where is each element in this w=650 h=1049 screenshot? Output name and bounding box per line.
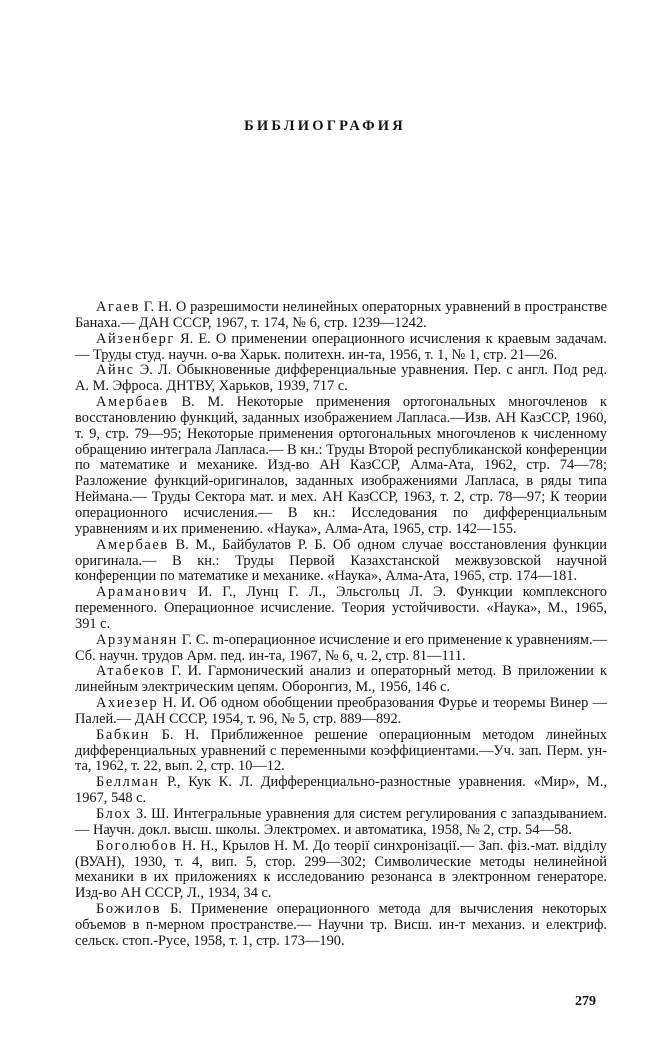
- entry-text: Н. Н., Крылов Н. М. До теорії синхронізації.— Зап. фіз.-мат. відділу (ВУАН), 1930, т. 4, вип. 5, стор. 299—302; Символические методы нелинейной механики в их приложениях к исследованию резонанса в электронном генераторе. Изд-во АН СССР, Л., 1934, 34 с.: [75, 837, 607, 902]
- bibliography-entry: [75, 728, 607, 776]
- bibliography-entry: [75, 585, 607, 633]
- entry-text: Б. Применение операционного метода для вычисления некоторых объемов в n-мерном пространстве.— Научни тр. Висш. ин-т механиз. и електриф. сельск. стоп.-Русе, 1958, т. 1, стр. 173—190.: [75, 901, 607, 949]
- entry-author: Божилов: [96, 901, 162, 918]
- entry-text: Г. И. Гармонический анализ и операторный метод. В приложении к линейным электрическим цепям. Оборонгиз, М., 1956, 146 с.: [75, 663, 607, 696]
- bibliography-entry: [75, 538, 607, 586]
- page-number: 279: [575, 994, 596, 1009]
- entry-author: Агаев: [96, 299, 140, 315]
- entry-author: Араманович: [96, 584, 189, 601]
- entry-text: Г. С. m-операционное исчисление и его применение к уравнениям.— Сб. научн. трудов Арм. пед. ин-та, 1967, № 6, ч. 2, стр. 81—111.: [75, 631, 607, 664]
- entry-author: Арзуманян: [96, 631, 178, 648]
- entry-text: З. Ш. Интегральные уравнения для систем регулирования с запаздыванием.— Научн. докл. высш. школы. Электромех. и автоматика, 1958, № 2, стр. 54—58.: [75, 806, 607, 838]
- bibliography-entry: [75, 664, 607, 696]
- bibliography-entry: [75, 395, 607, 538]
- page-title: БИБЛИОГРАФИЯ: [244, 118, 406, 134]
- entry-text: Э. Л. Обыкновенные дифференциальные уравнения. Пер. с англ. Под ред. А. М. Эфроса. ДНТВУ, Харьков, 1939, 717 с.: [75, 362, 607, 395]
- entry-text: Г. Н. О разрешимости нелинейных операторных уравнений в пространстве Банаха.— ДАН СССР, 1967, т. 174, № 6, стр. 1239—1242.: [75, 299, 607, 331]
- bibliography-entry: [75, 775, 607, 807]
- entry-author: Амербаев: [96, 536, 169, 553]
- bibliography-entry: [75, 633, 607, 665]
- bibliography-entry: [75, 363, 607, 395]
- bibliography-entry: [75, 839, 607, 902]
- bibliography-entry: [75, 332, 607, 364]
- entry-text: Б. Н. Приближенное решение операционным методом линейных дифференциальных уравнений с переменными коэффициентами.—Уч. зап. Перм. ун-та, 1962, т. 22, вып. 2, стр. 10—12.: [75, 726, 607, 775]
- entry-author: Беллман: [96, 774, 160, 791]
- entry-author: Бабкин: [96, 726, 150, 743]
- entry-text: Я. Е. О применении операционного исчисления к краевым задачам.— Труды студ. научн. о-ва Харьк. политехн. ин-та, 1956, т. 1, № 1, стр. 21—26.: [75, 330, 607, 363]
- entry-author: Амербаев: [96, 394, 169, 411]
- bibliography-entry: [75, 807, 607, 839]
- entry-author: Боголюбов: [96, 837, 178, 854]
- entry-text: И. Г., Лунц Г. Л., Эльсгольц Л. Э. Функции комплексного переменного. Операционное исчисление. Теория устойчивости. «Наука», М., 1965, 391 с.: [75, 584, 607, 632]
- bibliography-entry: [75, 902, 607, 950]
- entry-author: Ахиезер: [96, 695, 159, 712]
- entry-author: Блох: [96, 806, 132, 822]
- bibliography-entry: [75, 696, 607, 728]
- entry-author: Атабеков: [96, 663, 166, 680]
- entry-text: Р., Кук К. Л. Дифференциально-разностные уравнения. «Мир», М., 1967, 548 с.: [75, 774, 607, 807]
- bibliography-entry: [75, 300, 607, 332]
- entry-text: В. М., Байбулатов Р. Б. Об одном случае восстановления функции оригинала.— В кн.: Труды Первой Казахстанской межвузовской научной конференции по математике и механике. «Наука», Алма-Ата, 1965, стр. 174—181.: [75, 536, 607, 585]
- bibliography-list: [75, 300, 607, 950]
- entry-author: Айнс: [96, 362, 135, 379]
- entry-text: Н. И. Об одном обобщении преобразования Фурье и теоремы Винер — Палей.— ДАН СССР, 1954, т. 96, № 5, стр. 889—892.: [75, 695, 607, 727]
- entry-author: Айзенберг: [96, 330, 175, 347]
- entry-text: В. М. Некоторые применения ортогональных многочленов к восстановлению функций, заданных изображением Лапласа.—Изв. АН КазССР, 1960, т. 9, стр. 79—95; Некоторые применения ортогональных многочленов к численному обращению интеграла Лапласа.— В кн.: Труды Второй республиканской конференции по математике и механике. Изд-во АН КазССР, Алма-Ата, 1962, стр. 74—78; Разложение функций-оригиналов, заданных изображениями Лапласа, в ряды типа Неймана.— Труды Сектора мат. и мех. АН КазССР, 1963, т. 2, стр. 78—97; К теории операционного исчисления.— В кн.: Исследования по дифференциальным уравнениям и их применению. «Наука», Алма-Ата, 1965, стр. 142—155.: [75, 394, 607, 537]
